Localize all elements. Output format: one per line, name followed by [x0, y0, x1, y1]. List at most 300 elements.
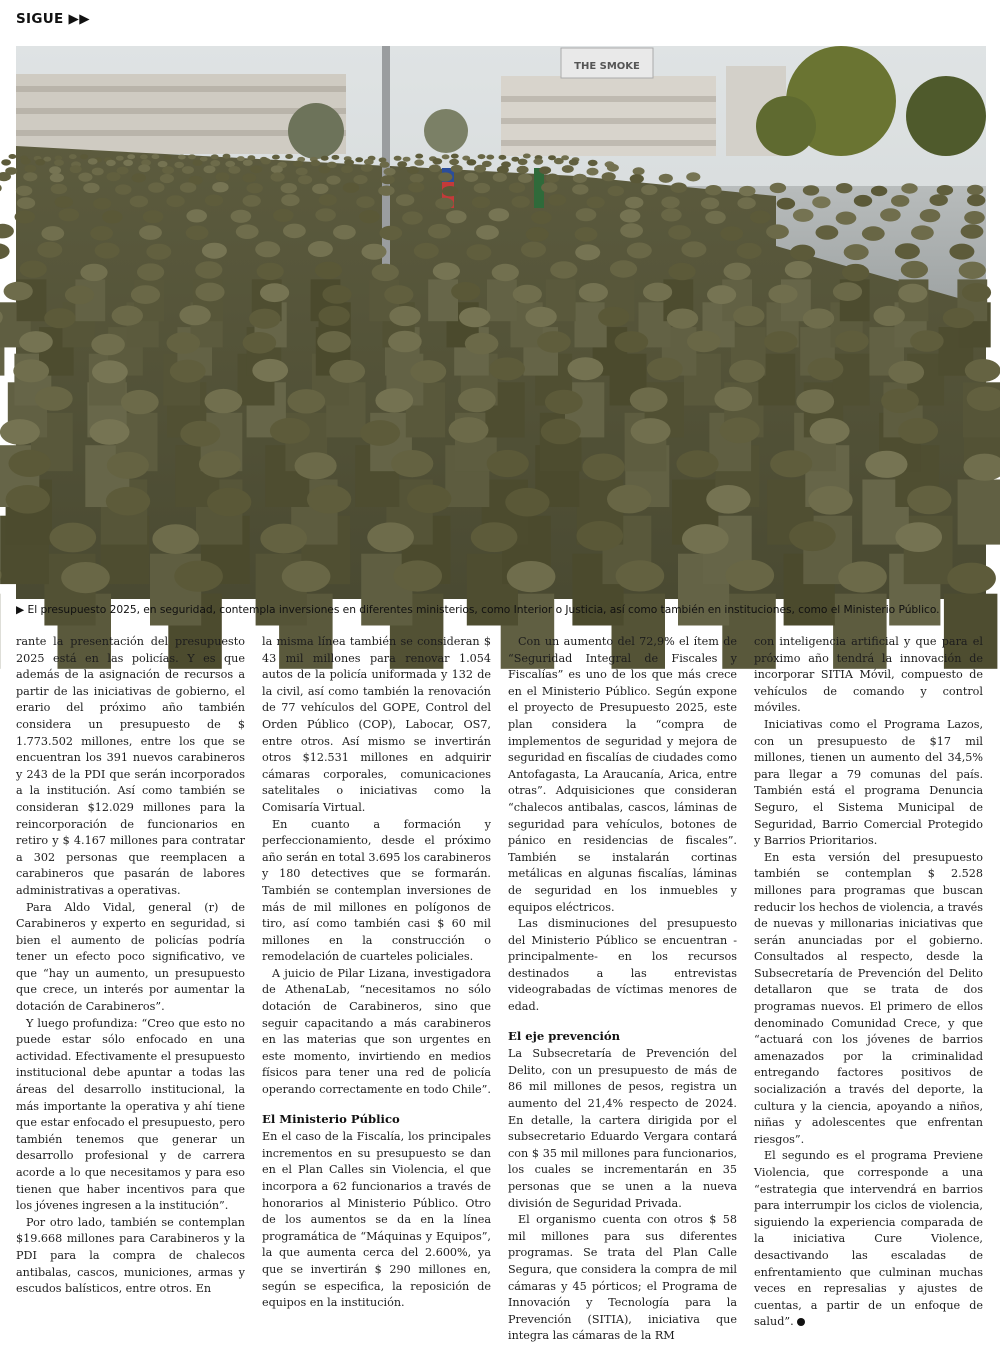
cap-shape	[21, 158, 31, 164]
cap-shape	[446, 210, 467, 223]
cap-shape	[17, 197, 35, 209]
cap-shape	[139, 225, 162, 240]
cap-shape	[949, 244, 974, 260]
cap-shape	[360, 420, 400, 446]
cap-shape	[625, 197, 643, 209]
cap-shape	[44, 308, 75, 328]
cap-shape	[188, 154, 196, 159]
cap-shape	[381, 175, 395, 184]
cap-shape	[115, 184, 131, 194]
cap-shape	[272, 155, 280, 160]
cap-shape	[35, 159, 45, 165]
cap-shape	[106, 160, 116, 166]
cap-shape	[174, 162, 184, 168]
cap-shape	[750, 210, 771, 223]
cap-shape	[207, 488, 251, 517]
cap-shape	[329, 360, 365, 383]
cap-shape	[223, 154, 231, 159]
cap-shape	[92, 360, 128, 383]
cap-shape	[195, 261, 222, 278]
paragraph: la misma línea también se consideran $ 43 mil millones para renovar 1.054 autos de la policía uniformada y 132 de la civil, así como también la renovación de 77 vehículos del GOPE, Control del Orden Público (COP), Labocar, OS7, entre otros. Así mismo se invertirán otros $12.531 millones en adquirir cámaras corporales, comunicaciones satelitales o iniciativas como la Comisaría Virtual.	[262, 634, 491, 817]
cap-shape	[661, 208, 682, 221]
cap-shape	[432, 158, 442, 164]
cap-shape	[80, 154, 88, 159]
cap-shape	[393, 560, 442, 591]
cap-shape	[195, 283, 224, 302]
cap-shape	[720, 226, 743, 241]
cap-shape	[451, 165, 463, 173]
cap-shape	[442, 154, 450, 159]
cap-shape	[838, 561, 887, 592]
cap-shape	[90, 226, 113, 241]
cap-shape	[518, 174, 532, 183]
cap-shape	[633, 167, 645, 175]
cap-shape	[255, 241, 280, 257]
cap-shape	[874, 306, 905, 326]
cap-shape	[164, 155, 172, 160]
cap-shape	[587, 168, 599, 176]
cap-shape	[260, 524, 307, 554]
paragraph: A juicio de Pilar Lizana, investigadora de AthenaLab, “necesitamos no sólo dotación de Carabineros, sino que seguir capacitando a más carabineros en las materias que son urgentes en este momento, invirtiendo en medios físicos para tener una red de policía operando correctamente en todo Chile”.	[262, 966, 491, 1099]
cap-shape	[295, 452, 337, 479]
cap-shape	[720, 417, 760, 443]
cap-shape	[682, 524, 729, 554]
cap-shape	[6, 485, 50, 514]
cap-shape	[293, 161, 303, 167]
cap-shape	[343, 183, 359, 193]
cap-shape	[531, 211, 552, 224]
cap-shape	[451, 154, 459, 159]
paragraph: Y luego profundiza: “Creo que esto no puede estar sólo enfocado en una actividad. Efectivamente el presupuesto institucional debe apuntar a todas las áreas del desarrollo institucional, la más importante la operativa y ahí tiene que estar enfocado el presupuesto, pero también tenemos que generar un desarrollo profesional y de carrera acorde a lo que necesitamos y para eso tienen que haber incentivos para que los jóvenes ingresen a la institución”.	[16, 1016, 245, 1215]
cap-shape	[687, 331, 721, 353]
cap-shape	[123, 160, 133, 166]
cap-shape	[146, 244, 171, 260]
cap-shape	[24, 165, 36, 173]
cap-shape	[69, 154, 77, 159]
cap-shape	[361, 164, 373, 172]
cap-shape	[271, 172, 285, 181]
cap-shape	[705, 211, 726, 224]
cap-shape	[394, 156, 402, 161]
cap-shape	[178, 155, 186, 160]
cap-shape	[355, 157, 363, 162]
cap-shape	[152, 524, 199, 554]
cap-shape	[321, 156, 329, 161]
cap-shape	[537, 331, 571, 353]
cap-shape	[215, 172, 229, 181]
cap-shape	[236, 224, 259, 239]
cap-shape	[964, 211, 985, 224]
cap-shape	[106, 172, 120, 181]
cap-shape	[182, 166, 194, 174]
cap-shape	[70, 165, 82, 173]
cap-shape	[247, 183, 263, 193]
cap-shape	[160, 174, 174, 183]
cap-shape	[706, 485, 750, 514]
cap-shape	[174, 561, 223, 592]
cap-shape	[307, 485, 351, 514]
cap-shape	[572, 184, 588, 194]
cap-shape	[888, 361, 924, 384]
cap-shape	[127, 154, 135, 159]
cap-shape	[620, 209, 641, 222]
cap-shape	[714, 387, 752, 411]
cap-shape	[16, 186, 32, 196]
cap-shape	[359, 210, 380, 223]
text-column-2	[262, 634, 491, 1312]
cap-shape	[319, 306, 350, 326]
cap-shape	[0, 224, 14, 239]
cap-shape	[372, 264, 399, 281]
cap-shape	[407, 166, 419, 174]
cap-shape	[319, 166, 331, 174]
cap-shape	[509, 183, 525, 193]
svg-text:THE SMOKE: THE SMOKE	[574, 61, 640, 72]
cap-shape	[326, 176, 340, 185]
cap-shape	[237, 156, 245, 161]
cap-shape	[152, 154, 160, 159]
cap-shape	[13, 359, 49, 382]
cap-shape	[770, 183, 786, 193]
cap-shape	[252, 359, 288, 382]
cap-shape	[513, 285, 542, 304]
cap-shape	[478, 154, 486, 159]
cap-shape	[242, 173, 256, 182]
cap-shape	[391, 450, 433, 477]
cap-shape	[898, 284, 927, 303]
cap-shape	[630, 387, 668, 411]
cap-shape	[967, 194, 985, 206]
cap-shape	[458, 388, 496, 412]
cap-shape	[764, 331, 798, 353]
cap-shape	[836, 183, 852, 193]
cap-shape	[344, 159, 354, 165]
cap-shape	[577, 521, 624, 551]
cap-shape	[465, 333, 499, 355]
cap-shape	[768, 285, 797, 304]
cap-shape	[435, 198, 453, 210]
cap-shape	[812, 196, 830, 208]
cap-shape	[451, 282, 480, 301]
cap-shape	[474, 165, 486, 173]
cap-shape	[607, 485, 651, 514]
cap-shape	[588, 160, 598, 166]
cap-shape	[541, 419, 581, 445]
cap-shape	[414, 243, 439, 259]
cap-shape	[898, 418, 938, 444]
cap-shape	[271, 165, 283, 173]
cap-shape	[517, 166, 529, 174]
cap-shape	[317, 331, 351, 353]
cap-shape	[0, 243, 10, 259]
cap-shape	[384, 285, 413, 304]
cap-shape	[205, 195, 223, 207]
uniform-shape	[428, 279, 458, 321]
cap-shape	[130, 196, 148, 208]
cap-shape	[20, 261, 47, 278]
cap-shape	[707, 285, 736, 304]
cap-shape	[112, 306, 143, 326]
cap-shape	[315, 208, 336, 221]
cap-shape	[49, 166, 61, 174]
cap-shape	[116, 156, 124, 161]
cap-shape	[362, 244, 387, 260]
cap-shape	[408, 182, 424, 192]
cap-shape	[545, 390, 583, 414]
cap-shape	[131, 285, 160, 304]
uniform-shape	[487, 279, 517, 321]
cap-shape	[0, 183, 2, 193]
cap-shape	[472, 196, 490, 208]
cap-shape	[573, 174, 587, 183]
cap-shape	[107, 452, 149, 479]
cap-shape	[937, 185, 953, 195]
cap-shape	[607, 164, 619, 172]
cap-shape	[608, 186, 624, 196]
cap-shape	[285, 154, 293, 159]
cap-shape	[476, 225, 499, 240]
cap-shape	[464, 173, 478, 182]
cap-shape	[785, 261, 812, 278]
cap-shape	[686, 172, 700, 181]
cap-shape	[51, 184, 67, 194]
cap-shape	[59, 208, 80, 221]
cap-shape	[375, 388, 413, 412]
cap-shape	[410, 174, 424, 183]
cap-shape	[315, 262, 342, 279]
cap-shape	[891, 195, 909, 207]
text-column-1	[16, 634, 245, 1298]
text-column-4	[754, 634, 983, 1331]
cap-shape	[50, 523, 97, 553]
cap-shape	[880, 208, 901, 221]
cap-shape	[726, 560, 775, 591]
cap-shape	[681, 241, 706, 257]
uniform-shape	[958, 480, 1000, 545]
cap-shape	[836, 212, 857, 225]
cap-shape	[796, 389, 834, 413]
text-column-3	[508, 634, 737, 1345]
cap-shape	[862, 226, 885, 241]
cap-shape	[380, 161, 390, 167]
cap-shape	[947, 563, 996, 594]
cap-shape	[121, 390, 159, 414]
cap-shape	[379, 226, 402, 241]
cap-shape	[429, 165, 441, 173]
cap-shape	[90, 419, 130, 445]
cap-shape	[630, 174, 644, 183]
cap-shape	[83, 183, 99, 193]
cap-shape	[378, 186, 394, 196]
cap-shape	[4, 282, 33, 301]
cap-shape	[1, 159, 11, 165]
cap-shape	[539, 166, 551, 174]
cap-shape	[93, 198, 111, 210]
cap-shape	[410, 360, 446, 383]
end-of-article-icon	[797, 1318, 805, 1326]
cap-shape	[676, 450, 718, 477]
cap-shape	[9, 154, 17, 159]
cap-shape	[586, 197, 604, 209]
cap-shape	[23, 172, 37, 181]
cap-shape	[489, 208, 510, 221]
cap-shape	[248, 155, 256, 160]
cap-shape	[729, 360, 765, 383]
cap-shape	[518, 159, 528, 165]
cap-shape	[65, 286, 94, 305]
cap-shape	[384, 168, 396, 176]
cap-shape	[428, 224, 451, 239]
cap-shape	[816, 225, 839, 240]
cap-shape	[523, 154, 531, 159]
cap-shape	[243, 160, 253, 166]
cap-shape	[170, 360, 206, 383]
cap-shape	[308, 241, 333, 257]
cap-shape	[261, 158, 271, 164]
cap-shape	[388, 331, 422, 353]
cap-shape	[80, 264, 107, 281]
cap-shape	[854, 195, 872, 207]
cap-shape	[545, 174, 559, 183]
cap-shape	[186, 209, 207, 222]
cap-shape	[158, 161, 168, 167]
cap-shape	[37, 242, 62, 258]
cap-shape	[389, 306, 420, 326]
cap-shape	[881, 389, 919, 413]
cap-shape	[661, 197, 679, 209]
cap-shape	[167, 332, 201, 354]
cap-shape	[466, 244, 491, 260]
cap-shape	[620, 223, 643, 238]
cap-shape	[643, 283, 672, 302]
cap-shape	[281, 194, 299, 206]
cap-shape	[627, 243, 652, 259]
cap-shape	[148, 182, 164, 192]
cap-shape	[296, 168, 308, 176]
cap-shape	[790, 245, 815, 261]
cap-shape	[487, 450, 529, 477]
cap-shape	[871, 186, 887, 196]
cap-shape	[9, 450, 51, 477]
cap-shape	[554, 158, 564, 164]
cap-shape	[166, 195, 184, 207]
cap-shape	[833, 282, 862, 301]
cap-shape	[88, 158, 98, 164]
cap-shape	[471, 522, 518, 552]
cap-shape	[92, 168, 104, 176]
cap-shape	[737, 197, 755, 209]
cap-shape	[844, 244, 869, 260]
cap-shape	[631, 418, 671, 444]
cap-shape	[138, 164, 150, 172]
cap-shape	[55, 196, 73, 208]
cap-shape	[341, 165, 353, 173]
cap-shape	[777, 198, 795, 210]
cap-shape	[179, 305, 210, 325]
cap-shape	[616, 560, 665, 591]
cap-shape	[579, 283, 608, 302]
cap-shape	[180, 182, 196, 192]
cap-shape	[808, 486, 852, 515]
cap-shape	[260, 283, 289, 302]
cap-shape	[199, 451, 241, 478]
cap-shape	[403, 157, 411, 162]
paragraph: Iniciativas como el Programa Lazos, con un presupuesto de $17 mil millones, tienen un aumento del 34,5% para llegar a 79 comunas del país. También está el programa Denuncia Seguro, el Sistema Municipal de Seguridad, Barrio Comercial Protegido y Barrios Prioritarios.	[754, 717, 983, 850]
cap-shape	[920, 209, 941, 222]
cap-shape	[180, 421, 220, 447]
cap-shape	[211, 154, 219, 159]
cap-shape	[659, 174, 673, 183]
cap-shape	[962, 283, 991, 302]
cap-shape	[793, 209, 814, 222]
cap-shape	[548, 194, 566, 206]
cap-shape	[895, 243, 920, 259]
cap-shape	[569, 159, 579, 165]
cap-shape	[78, 173, 92, 182]
photo-illustration	[16, 46, 986, 599]
cap-shape	[61, 562, 110, 593]
cap-shape	[525, 307, 556, 327]
cap-shape	[243, 332, 277, 354]
cap-shape	[102, 210, 123, 223]
cap-shape	[808, 358, 844, 381]
cap-shape	[959, 262, 986, 279]
photo-caption: ▶ El presupuesto 2025, en seguridad, contempla inversiones en diferentes ministerios, como Interior o Justicia, así como también en instituciones, como el Ministerio Público.	[16, 603, 986, 616]
cap-shape	[911, 225, 934, 240]
cap-shape	[895, 522, 942, 552]
cap-shape	[95, 243, 120, 259]
cap-shape	[598, 307, 629, 327]
cap-shape	[162, 166, 174, 174]
cap-shape	[835, 331, 869, 353]
cap-shape	[205, 389, 243, 413]
paragraph: Las disminuciones del presupuesto del Ministerio Público se encuentran -principalmente- en los recursos destinados a las entrevistas videograbadas de víctimas menores de edad.	[508, 916, 737, 1016]
uniform-shape	[575, 302, 607, 347]
cap-shape	[257, 263, 284, 280]
cap-shape	[459, 307, 490, 327]
cap-shape	[282, 561, 331, 592]
cap-shape	[35, 386, 73, 410]
cap-shape	[575, 244, 600, 260]
cap-shape	[143, 210, 164, 223]
cap-shape	[41, 226, 64, 241]
cap-shape	[492, 264, 519, 281]
cap-shape	[701, 198, 719, 210]
cap-shape	[901, 183, 917, 193]
paragraph: con inteligencia artificial y que para el próximo año tendrá la innovación de incorporar SITIA Móvil, compuesto de vehículos de comando y control móviles.	[754, 634, 983, 717]
cap-shape	[287, 389, 325, 413]
paragraph: rante la presentación del presupuesto 2025 está en las policías. Y es que además de la asignación de recursos a partir de las iniciativas de gobierno, el erario del próximo año también considera un presupuesto de $ 1.773.502 millones, entre los que se encuentran los 391 nuevos carabineros y 243 de la PDI que serán incorporados a la institución. Así como también se consideran $12.029 millones para la reincorporación de funcionarios en retiro y $ 4.167 millones para contratar a 302 personas que reemplacen a carabineros que pasarán de labores administrativas a operativas.	[16, 634, 245, 900]
cap-shape	[204, 166, 216, 174]
cap-shape	[668, 225, 691, 240]
paragraph: En esta versión del presupuesto también se contemplan $ 2.528 millones para programas que buscan reducir los hechos de violencia, a través de nuevas y millonarias iniciativas que serán anunciadas por el gobierno. Consultados al respecto, desde la Subsecretaría de Prevención del Delito detallaron que se trata de dos programas nuevos. El primero de ellos denominado Comunidad Crece, y que “actuará con los jóvenes de barrios amenazados por la criminalidad entregando factores positivos de socialización a través del deporte, la cultura y la ciencia, apoyando a niños, niñas y adolescentes que enfrentan riesgos”.	[754, 850, 983, 1149]
cap-shape	[449, 159, 459, 165]
cap-shape	[943, 308, 974, 328]
cap-shape	[415, 154, 423, 159]
cap-shape	[667, 309, 698, 329]
section-heading-eje-prevencion: El eje prevención	[508, 1028, 737, 1045]
cap-shape	[493, 173, 507, 182]
paragraph: En el caso de la Fiscalía, los principales incrementos en su presupuesto se dan en el Plan Calles sin Violencia, el que incorpora a 62 funcionarios a través de honorarios al Ministerio Público. Otro de los aumentos se da en la línea programática de “Máquinas y Equipos”, la que aumenta cerca del 2.600%, ya que se invertirán $ 290 millones en, según se especifica, la reposición de equipos en la institución.	[262, 1129, 491, 1312]
cap-shape	[414, 159, 424, 165]
cap-shape	[106, 487, 150, 516]
cap-shape	[610, 260, 637, 277]
cap-shape	[961, 224, 984, 239]
cap-shape	[505, 488, 549, 517]
cap-shape	[140, 154, 148, 159]
cap-shape	[250, 165, 262, 173]
cap-shape	[526, 227, 549, 242]
